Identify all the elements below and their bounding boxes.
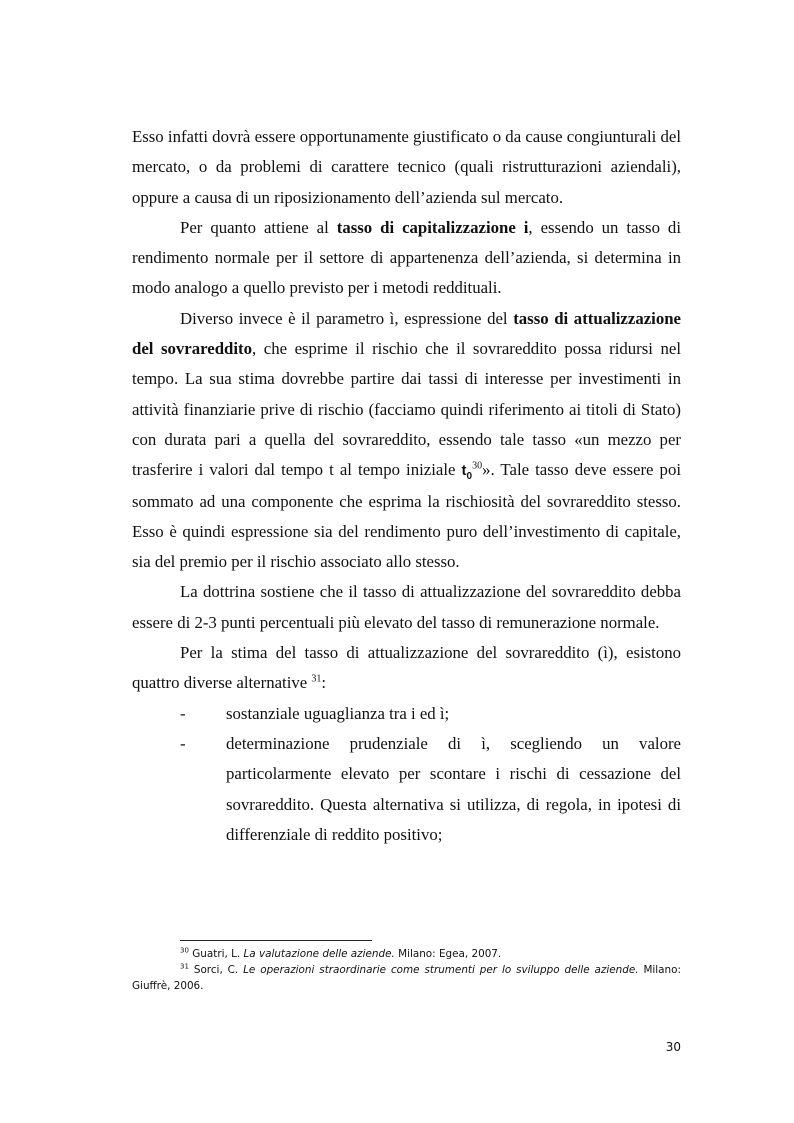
alternatives-list	[180, 699, 681, 850]
paragraph-5: Per la stima del tasso di attualizzazione del sovrareddito (ì), esistono quattro diverse alternative $^{31}$:	[132, 643, 681, 693]
paragraph-1: Esso infatti dovrà essere opportunamente giustificato o da cause congiunturali del mercato, o da problemi di carattere tecnico (quali ristrutturazioni aziendali), oppure a causa di un riposizionamento dell’azienda sul mercato.	[132, 127, 681, 207]
paragraph-2: Per quanto attiene al tasso di capitalizzazione i, essendo un tasso di rendimento normale per il settore di appartenenza dell’azienda, si determina in modo analogo a quello previsto per i metodi reddituali.	[132, 217, 681, 298]
paragraph-3: Diverso invece è il parametro ì, espressione del tasso di attualizzazione del sovrareddito, che esprime il rischio che il sovrareddito possa ridursi nel tempo. La sua stima dovrebbe partire dai tassi di interesse per investimenti in attività finanziarie prive di rischio (facciamo quindi riferimento ai titoli di Stato) con durata pari a quella del sovrareddito, essendo tale tasso «un mezzo per trasferire i valori dal tempo t al tempo iniziale $t_0^{30}$». Tale tasso deve essere poi sommato ad una componente che esprima la rischiosità del sovrareddito stesso. Esso è quindi espressione sia del rendimento puro dell’investimento di capitale, sia del premio per il rischio associato allo stesso.	[132, 308, 682, 572]
bold-term-attualizzazione: tasso di attualizzazione del sovrareddito	[132, 308, 681, 359]
footnotes	[132, 946, 681, 994]
footnote-30: $^{30}$ Guatri, L. La valutazione delle aziende. Milano: Egea, 2007.	[180, 946, 502, 960]
footnote-31: $^{31}$ Sorci, C. Le operazioni straordinarie come strumenti per lo sviluppo delle aziende. Milano: Giuffrè, 2006.	[132, 962, 681, 992]
footnote-ref-31: 31	[311, 673, 322, 685]
list-item: - sostanziale uguaglianza tra i ed ì;	[180, 703, 450, 723]
page-body	[132, 122, 681, 850]
list-item: - determinazione prudenziale di ì, scegliendo un valore particolarmente elevato per scontare i rischi di cessazione del sovrareddito. Questa alternativa si utilizza, di regola, in ipotesi di differenziale di reddito positivo;	[180, 733, 681, 844]
bold-term-capitalizzazione: tasso di capitalizzazione i	[336, 217, 529, 237]
footnote-ref-30: 30	[472, 460, 483, 472]
paragraph-4: La dottrina sostiene che il tasso di attualizzazione del sovrareddito debba essere di 2-3 punti percentuali più elevato del tasso di remunerazione normale.	[132, 582, 681, 632]
t-zero-symbol: $t_0$	[461, 462, 473, 483]
page-number: 30	[665, 1040, 681, 1054]
footnote-separator	[180, 940, 372, 941]
